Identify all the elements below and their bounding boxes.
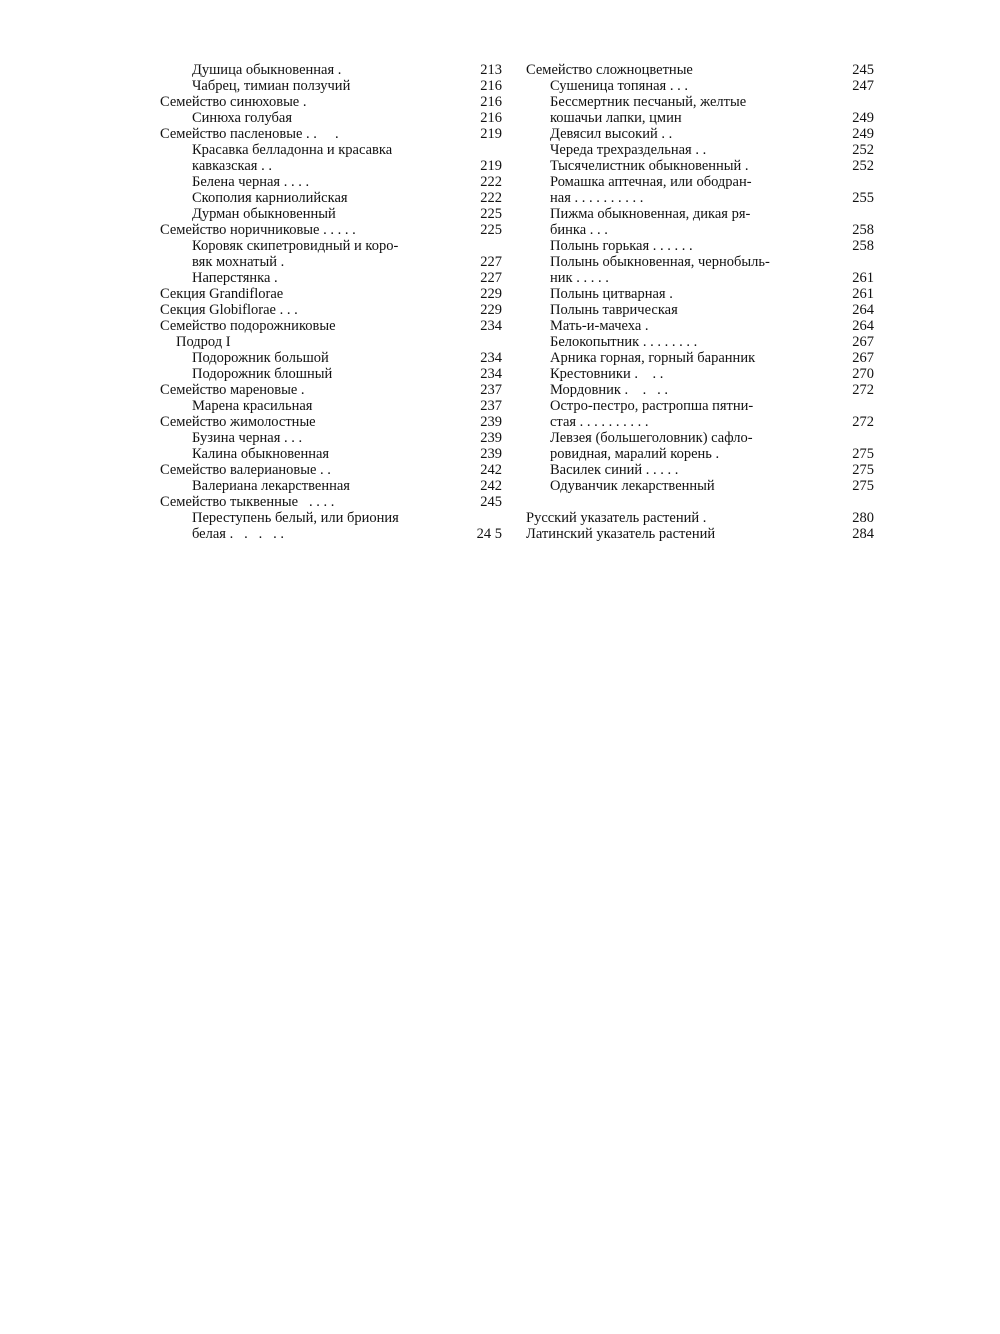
toc-entry-page: 261 xyxy=(852,286,874,302)
toc-entry xyxy=(526,94,874,126)
toc-entry xyxy=(160,190,502,206)
toc-entry-title: Девясил высокий . . xyxy=(550,126,673,142)
toc-right-column xyxy=(526,62,874,542)
toc-entry-title: Белокопытник . . . . . . . . xyxy=(550,334,698,350)
toc-entry-page: 219 xyxy=(480,158,502,174)
toc-entry-title: Красавка белладонна и красавка кавказская . . xyxy=(192,142,393,174)
toc-entry-title: Семейство жимолостные xyxy=(160,414,316,430)
toc-entry-page: 225 xyxy=(480,206,502,222)
toc-entry xyxy=(526,430,874,462)
toc-entry-page: 270 xyxy=(852,366,874,382)
toc-entry xyxy=(160,222,502,238)
toc-entry-page: 272 xyxy=(852,382,874,398)
toc-entry xyxy=(526,142,874,158)
toc-entry-page: 213 xyxy=(480,62,502,78)
toc-entry xyxy=(526,462,874,478)
toc-entry-page: 264 xyxy=(852,302,874,318)
toc-entry-page: 249 xyxy=(852,110,874,126)
toc-entry-title: Полынь таврическая xyxy=(550,302,678,318)
toc-entry xyxy=(526,62,874,78)
toc-entry-title: Коровяк скипетровидный и коро- вяк мохнатый . xyxy=(192,238,399,270)
toc-entry xyxy=(160,110,502,126)
toc-entry xyxy=(160,430,502,446)
toc-entry-title: Пижма обыкновенная, дикая ря- бинка . . . xyxy=(550,206,751,238)
toc-entry-page: 234 xyxy=(480,366,502,382)
toc-entry-title: Сушеница топяная . . . xyxy=(550,78,688,94)
toc-entry-title: Семейство сложноцветные xyxy=(526,62,693,78)
toc-entry-title: Переступень белый, или бриония белая . . . . . xyxy=(192,510,399,542)
toc-entry-title: Василек синий . . . . . xyxy=(550,462,679,478)
toc-entry-title: Семейство тыквенные . . . . xyxy=(160,494,335,510)
toc-entry-title: Бузина черная . . . xyxy=(192,430,303,446)
toc-entry-title: Душица обыкновенная . xyxy=(192,62,342,78)
toc-entry-page: 227 xyxy=(480,254,502,270)
toc-entry-page: 227 xyxy=(480,270,502,286)
toc-entry xyxy=(160,366,502,382)
toc-entry xyxy=(160,270,502,286)
toc-entry xyxy=(526,334,874,350)
toc-entry-title: Латинский указатель растений xyxy=(526,526,716,542)
toc-entry xyxy=(160,94,502,110)
toc-entry xyxy=(526,254,874,286)
toc-entry-title: Семейство пасленовые . . . xyxy=(160,126,339,142)
toc-entry-page: 275 xyxy=(852,446,874,462)
toc-entry-title: Остро-пестро, растропша пятни- стая . . . . . . . . . . xyxy=(550,398,754,430)
toc-entry xyxy=(160,142,502,174)
toc-entry-title: Мордовник . . . . xyxy=(550,382,669,398)
toc-entry-page: 267 xyxy=(852,350,874,366)
toc-entry xyxy=(526,510,874,526)
toc-entry-page: 216 xyxy=(480,78,502,94)
toc-entry-page: 249 xyxy=(852,126,874,142)
toc-entry-title: Бессмертник песчаный, желтые кошачьи лапки, цмин xyxy=(550,94,747,126)
toc-entry-page: 245 xyxy=(852,62,874,78)
toc-entry-page: 252 xyxy=(852,142,874,158)
toc-entry xyxy=(160,286,502,302)
toc-entry xyxy=(160,446,502,462)
toc-entry xyxy=(160,414,502,430)
toc-entry xyxy=(160,334,502,350)
toc-entry xyxy=(526,382,874,398)
toc-entry-page: 258 xyxy=(852,222,874,238)
toc-entry-page: 258 xyxy=(852,238,874,254)
toc-entry-page: 222 xyxy=(480,190,502,206)
toc-entry-page: 284 xyxy=(852,526,874,542)
toc-entry-page: 252 xyxy=(852,158,874,174)
toc-entry-page: 239 xyxy=(480,446,502,462)
toc-entry-page: 242 xyxy=(480,462,502,478)
toc-entry-page: 229 xyxy=(480,302,502,318)
toc-entry-title: Полынь горькая . . . . . . xyxy=(550,238,693,254)
toc-entry-title: Полынь обыкновенная, чернобыль- ник . . . . . xyxy=(550,254,770,286)
toc-entry-page: 234 xyxy=(480,350,502,366)
toc-entry xyxy=(526,126,874,142)
toc-entry-page: 229 xyxy=(480,286,502,302)
toc-entry xyxy=(160,510,502,542)
toc-entry-title: Секция Grandiflorae xyxy=(160,286,284,302)
toc-entry xyxy=(526,286,874,302)
toc-entry-title: Левзея (большеголовник) сафло- ровидная, маралий корень . xyxy=(550,430,753,462)
toc-entry-page: 24 5 xyxy=(476,526,502,542)
toc-entry-page: 216 xyxy=(480,110,502,126)
toc-entry-page: 239 xyxy=(480,430,502,446)
toc-entry-title: Чабрец, тимиан ползучий xyxy=(192,78,351,94)
toc-entry xyxy=(160,238,502,270)
toc-entry-page: 275 xyxy=(852,462,874,478)
toc-entry-page: 237 xyxy=(480,398,502,414)
toc-entry-title: Секция Globiflorae . . . xyxy=(160,302,298,318)
toc-entry-title: Марена красильная xyxy=(192,398,313,414)
toc-entry xyxy=(160,126,502,142)
toc-entry-title: Полынь цитварная . xyxy=(550,286,673,302)
toc-entry xyxy=(526,206,874,238)
toc-entry xyxy=(160,350,502,366)
toc-entry-title: Белена черная . . . . xyxy=(192,174,310,190)
toc-entry-page: 234 xyxy=(480,318,502,334)
toc-entry-title: Русский указатель растений . xyxy=(526,510,707,526)
toc-entry-page: 242 xyxy=(480,478,502,494)
toc-entry-page: 255 xyxy=(852,190,874,206)
toc-entry-title: Крестовники . . . xyxy=(550,366,664,382)
toc-entry xyxy=(526,78,874,94)
toc-entry-title: Одуванчик лекарственный xyxy=(550,478,715,494)
toc-entry-page: 247 xyxy=(852,78,874,94)
toc-entry-title: Семейство норичниковые . . . . . xyxy=(160,222,356,238)
toc-entry-title: Подрод I xyxy=(176,334,231,350)
toc-entry-page: 267 xyxy=(852,334,874,350)
toc-entry xyxy=(160,318,502,334)
toc-entry-title: Ромашка аптечная, или ободран- ная . . . . . . . . . . xyxy=(550,174,752,206)
toc-entry-page: 272 xyxy=(852,414,874,430)
toc-entry-title: Семейство валериановые . . xyxy=(160,462,331,478)
toc-entry xyxy=(526,174,874,206)
toc-entry-title: Мать-и-мачеха . xyxy=(550,318,649,334)
toc-entry xyxy=(526,302,874,318)
toc-entry-title: Наперстянка . xyxy=(192,270,278,286)
toc-entry-title: Калина обыкновенная xyxy=(192,446,330,462)
toc-left-column xyxy=(160,62,502,542)
toc-entry xyxy=(160,478,502,494)
toc-entry-title: Подорожник блошный xyxy=(192,366,333,382)
toc-entry xyxy=(526,526,874,542)
toc-entry xyxy=(526,398,874,430)
toc-entry-page: 222 xyxy=(480,174,502,190)
toc-entry-page: 239 xyxy=(480,414,502,430)
toc-entry xyxy=(160,398,502,414)
toc-entry-title: Подорожник большой xyxy=(192,350,329,366)
toc-entry xyxy=(160,462,502,478)
toc-entry-page: 219 xyxy=(480,126,502,142)
toc-spacer xyxy=(526,494,874,510)
toc-entry-title: Череда трехраздельная . . xyxy=(550,142,707,158)
toc-entry xyxy=(160,206,502,222)
toc-entry-title: Валериана лекарственная xyxy=(192,478,350,494)
toc-entry-title: Семейство подорожниковые xyxy=(160,318,336,334)
toc-entry-page: 237 xyxy=(480,382,502,398)
toc-entry-page: 225 xyxy=(480,222,502,238)
toc-entry xyxy=(160,494,502,510)
toc-entry-title: Семейство мареновые . xyxy=(160,382,305,398)
toc-entry-page: 275 xyxy=(852,478,874,494)
toc-entry-title: Синюха голубая xyxy=(192,110,292,126)
toc-entry-page: 245 xyxy=(480,494,502,510)
toc-entry xyxy=(160,78,502,94)
toc-entry xyxy=(526,158,874,174)
toc-entry xyxy=(526,238,874,254)
toc-entry-title: Семейство синюховые . xyxy=(160,94,307,110)
toc-entry xyxy=(160,302,502,318)
toc-entry xyxy=(526,318,874,334)
toc-entry-title: Арника горная, горный баранник xyxy=(550,350,756,366)
toc-entry xyxy=(160,174,502,190)
toc-entry xyxy=(526,350,874,366)
toc-entry xyxy=(526,478,874,494)
toc-entry-page: 261 xyxy=(852,270,874,286)
toc-entry-title: Тысячелистник обыкновенный . xyxy=(550,158,749,174)
toc-entry-page: 264 xyxy=(852,318,874,334)
toc-entry xyxy=(526,366,874,382)
toc-entry-page: 280 xyxy=(852,510,874,526)
toc-entry xyxy=(160,382,502,398)
toc-entry-page: 216 xyxy=(480,94,502,110)
toc-entry-title: Скополия карниолийская xyxy=(192,190,348,206)
toc-entry xyxy=(160,62,502,78)
toc-entry-title: Дурман обыкновенный xyxy=(192,206,336,222)
